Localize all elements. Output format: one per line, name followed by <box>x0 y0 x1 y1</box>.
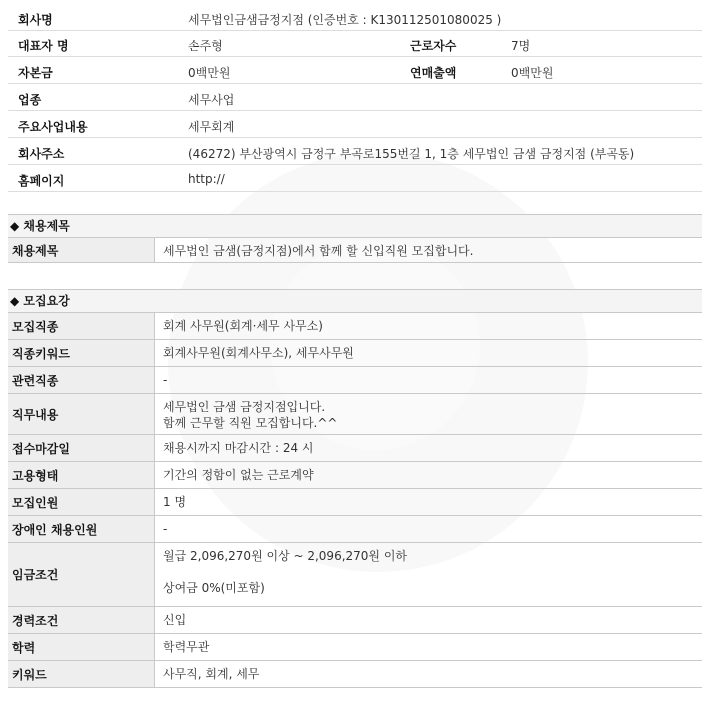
requirement-label: 직무내용 <box>8 394 155 434</box>
address-label: 회사주소 <box>18 147 65 161</box>
requirement-row <box>8 367 702 394</box>
requirement-value <box>155 462 702 488</box>
requirement-value-line: 함께 근무할 직원 모집합니다.^^ <box>163 416 338 430</box>
requirement-value-line: 채용시까지 마감시간 : 24 시 <box>163 441 314 455</box>
requirement-value-line: 회계 사무원(회계·세무 사무소) <box>163 319 323 333</box>
requirement-value <box>155 661 702 687</box>
company-info <box>8 0 702 196</box>
requirement-label: 모집직종 <box>8 313 155 339</box>
employees-value: 7명 <box>511 39 531 53</box>
ceo-value: 손주형 <box>188 39 223 53</box>
requirement-value <box>155 435 702 461</box>
recruit-title-heading: ◆ 채용제목 <box>8 214 702 238</box>
recruit-title-label: 채용제목 <box>8 238 155 262</box>
business-label: 주요사업내용 <box>18 120 88 134</box>
homepage-row <box>8 168 702 192</box>
requirement-value-line: 학력무관 <box>163 640 210 654</box>
ceo-label: 대표자 명 <box>18 39 69 53</box>
capital-value: 0백만원 <box>188 66 231 80</box>
requirement-row <box>8 661 702 688</box>
industry-value: 세무사업 <box>188 93 235 107</box>
company-name-row <box>8 7 702 31</box>
requirement-row <box>8 516 702 543</box>
requirement-label: 고용형태 <box>8 462 155 488</box>
homepage-link[interactable]: http:// <box>188 172 225 186</box>
recruit-title-section <box>8 214 702 263</box>
capital-label: 자본금 <box>18 66 53 80</box>
requirement-value <box>155 340 702 366</box>
requirement-label: 모집인원 <box>8 489 155 515</box>
employees-label: 근로자수 <box>410 39 457 53</box>
requirement-value-line: 1 명 <box>163 495 187 509</box>
business-row <box>8 114 702 138</box>
requirement-value <box>155 634 702 660</box>
requirement-value-line: 사무직, 회계, 세무 <box>163 667 260 681</box>
requirement-row <box>8 543 702 607</box>
requirement-value-line: - <box>163 373 168 387</box>
industry-label: 업종 <box>18 93 42 107</box>
sales-label: 연매출액 <box>410 66 457 80</box>
job-posting <box>8 0 702 682</box>
requirement-value <box>155 394 702 434</box>
requirement-label: 임금조건 <box>8 543 155 606</box>
requirement-value <box>155 543 702 606</box>
ceo-row <box>8 33 702 57</box>
address-row <box>8 141 702 165</box>
business-value: 세무회계 <box>188 120 235 134</box>
blank-line <box>163 564 702 580</box>
industry-row <box>8 87 702 111</box>
requirement-row <box>8 489 702 516</box>
address-value: (46272) 부산광역시 금정구 부곡로155번길 1, 1층 세무법인 금샘 금정지점 (부곡동) <box>188 147 635 161</box>
requirement-value <box>155 607 702 633</box>
sales-value: 0백만원 <box>511 66 554 80</box>
requirement-value-line: 월급 2,096,270원 이상 ~ 2,096,270원 이하 <box>163 549 408 563</box>
recruit-title-value: 세무법인 금샘(금정지점)에서 함께 할 신입직원 모집합니다. <box>163 244 474 258</box>
requirement-value-line: 세무법인 금샘 금정지점입니다. <box>163 400 326 414</box>
requirement-label: 경력조건 <box>8 607 155 633</box>
recruit-title-row <box>8 238 702 263</box>
requirement-value-line: 기간의 정함이 없는 근로계약 <box>163 468 314 482</box>
requirement-row <box>8 313 702 340</box>
requirement-label: 키워드 <box>8 661 155 687</box>
requirement-label: 관련직종 <box>8 367 155 393</box>
company-name-value: 세무법인금샘금정지점 (인증번호 : K130112501080025 ) <box>188 13 502 27</box>
requirement-label: 직종키워드 <box>8 340 155 366</box>
requirements-heading: ◆ 모집요강 <box>8 289 702 313</box>
requirement-value-line: - <box>163 522 168 536</box>
requirement-row <box>8 435 702 462</box>
requirement-value-line: 신입 <box>163 613 187 627</box>
requirement-value <box>155 367 702 393</box>
requirement-row <box>8 462 702 489</box>
requirements-section <box>8 289 702 688</box>
requirement-label: 학력 <box>8 634 155 660</box>
homepage-label: 홈페이지 <box>18 174 65 188</box>
capital-row <box>8 60 702 84</box>
requirement-value <box>155 516 702 542</box>
requirement-row <box>8 340 702 367</box>
requirement-row <box>8 634 702 661</box>
company-name-label: 회사명 <box>18 13 53 27</box>
requirements-table <box>8 313 702 688</box>
requirement-value-line: 상여금 0%(미포함) <box>163 581 265 595</box>
requirement-value <box>155 489 702 515</box>
requirement-row <box>8 394 702 435</box>
requirement-value <box>155 313 702 339</box>
requirement-label: 접수마감일 <box>8 435 155 461</box>
requirement-label: 장애인 채용인원 <box>8 516 155 542</box>
requirement-value-line: 회계사무원(회계사무소), 세무사무원 <box>163 346 354 360</box>
requirement-row <box>8 607 702 634</box>
